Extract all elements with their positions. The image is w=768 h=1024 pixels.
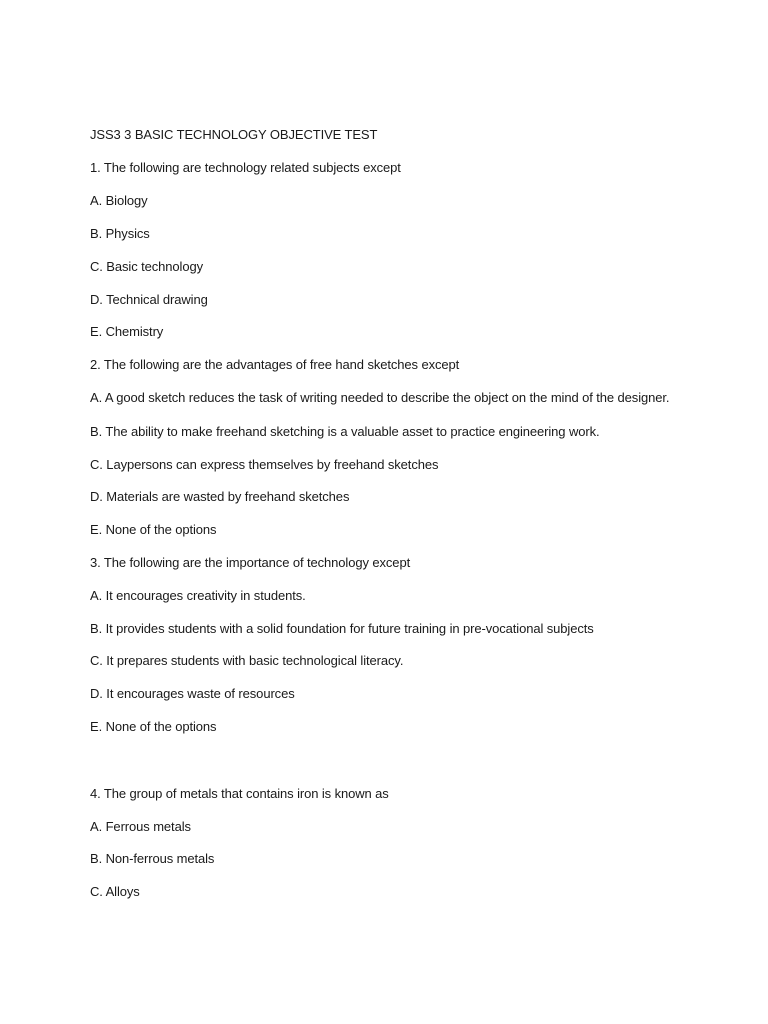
question-3-option-d: D. It encourages waste of resources — [90, 686, 295, 701]
question-2-option-c: C. Laypersons can express themselves by freehand sketches — [90, 457, 439, 472]
question-4-option-b: B. Non-ferrous metals — [90, 851, 215, 866]
question-2-option-a: A. A good sketch reduces the task of writing needed to describe the object on the mind of the designer. — [90, 390, 670, 405]
question-1-option-b: B. Physics — [90, 226, 150, 241]
question-2-option-b: B. The ability to make freehand sketching is a valuable asset to practice engineering work. — [90, 424, 600, 439]
question-1-option-e: E. Chemistry — [90, 324, 164, 339]
question-1-option-c: C. Basic technology — [90, 259, 203, 274]
question-3-prompt: 3. The following are the importance of technology except — [90, 555, 411, 570]
question-4-option-c: C. Alloys — [90, 884, 140, 899]
question-3-option-e: E. None of the options — [90, 719, 217, 734]
document-title: JSS3 3 BASIC TECHNOLOGY OBJECTIVE TEST — [90, 127, 378, 142]
question-4-option-a: A. Ferrous metals — [90, 819, 191, 834]
question-2-option-d: D. Materials are wasted by freehand sketches — [90, 489, 350, 504]
question-3-option-b: B. It provides students with a solid foundation for future training in pre-vocational subjects — [90, 621, 594, 636]
question-2-option-e: E. None of the options — [90, 522, 217, 537]
question-1-option-d: D. Technical drawing — [90, 292, 208, 307]
question-3-option-c: C. It prepares students with basic technological literacy. — [90, 653, 404, 668]
question-3-option-a: A. It encourages creativity in students. — [90, 588, 306, 603]
question-4-prompt: 4. The group of metals that contains iron is known as — [90, 786, 389, 801]
question-1-option-a: A. Biology — [90, 193, 148, 208]
question-2-prompt: 2. The following are the advantages of free hand sketches except — [90, 357, 460, 372]
question-1-prompt: 1. The following are technology related subjects except — [90, 160, 401, 175]
